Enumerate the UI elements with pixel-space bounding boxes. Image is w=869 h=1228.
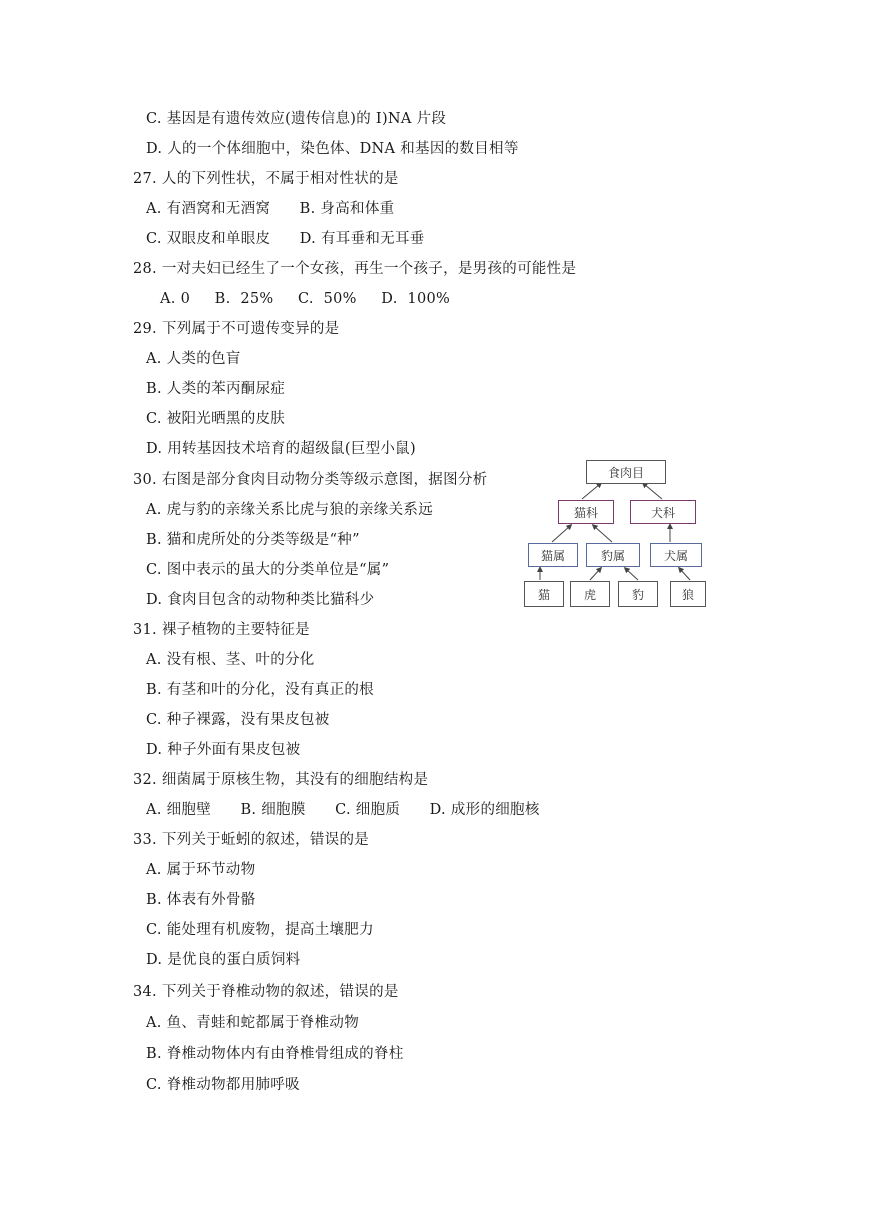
question-29-option-b: B. 人类的苯丙酮尿症 — [146, 381, 286, 397]
family-cat-box: 猫科 — [558, 500, 614, 524]
option-d-gene: D. 人的一个体细胞中，染色体、DNA 和基因的数目相等 — [146, 141, 519, 157]
question-29-option-a: A. 人类的色盲 — [146, 351, 241, 367]
question-31: 31. 裸子植物的主要特征是 — [133, 622, 310, 638]
question-30: 30. 右图是部分食肉目动物分类等级示意图，据图分析 — [133, 472, 488, 488]
question-27-options-cd: C. 双眼皮和单眼皮 D. 有耳垂和无耳垂 — [146, 231, 425, 247]
question-31-option-c: C. 种子裸露，没有果皮包被 — [146, 712, 330, 728]
question-32-options: A. 细胞壁 B. 细胞膜 C. 细胞质 D. 成形的细胞核 — [146, 802, 540, 818]
question-31-option-a: A. 没有根、茎、叶的分化 — [146, 652, 315, 668]
arrow-dogfamily-to-order — [644, 484, 662, 499]
arrow-tiger-to-leopardgenus — [590, 569, 600, 580]
question-33-option-d: D. 是优良的蛋白质饲料 — [146, 952, 301, 968]
question-27-options-ab: A. 有酒窝和无酒窝 B. 身高和体重 — [146, 201, 395, 217]
question-30-option-b: B. 猫和虎所处的分类等级是“种” — [146, 532, 360, 548]
question-28-options: A. 0 B. 25% C. 50% D. 100% — [160, 291, 451, 307]
question-33-option-a: A. 属于环节动物 — [146, 862, 256, 878]
option-c-gene: C. 基因是有遗传效应(遗传信息)的 I)NA 片段 — [146, 111, 447, 127]
question-31-option-b: B. 有茎和叶的分化，没有真正的根 — [146, 682, 374, 698]
family-dog-box: 犬科 — [630, 500, 696, 524]
question-34-option-b: B. 脊椎动物体内有由脊椎骨组成的脊柱 — [146, 1046, 404, 1062]
question-33: 33. 下列关于蚯蚓的叙述，错误的是 — [133, 832, 370, 848]
question-29-option-d: D. 用转基因技术培育的超级鼠(巨型小鼠) — [146, 441, 416, 457]
question-29-option-c: C. 被阳光晒黑的皮肤 — [146, 411, 286, 427]
question-30-option-d: D. 食肉目包含的动物种类比猫科少 — [146, 592, 375, 608]
question-31-option-d: D. 种子外面有果皮包被 — [146, 742, 301, 758]
species-cat-box: 猫 — [524, 581, 564, 607]
arrow-catgenus-to-catfamily — [552, 526, 570, 542]
question-30-option-a: A. 虎与豹的亲缘关系比虎与狼的亲缘关系远 — [146, 502, 433, 518]
species-leopard-box: 豹 — [618, 581, 658, 607]
arrow-catfamily-to-order — [582, 484, 600, 499]
genus-cat-box: 猫属 — [528, 543, 578, 567]
question-28: 28. 一对夫妇已经生了一个女孩，再生一个孩子，是男孩的可能性是 — [133, 261, 577, 277]
question-34-option-c: C. 脊椎动物都用肺呼吸 — [146, 1077, 300, 1093]
question-33-option-c: C. 能处理有机废物，提高土壤肥力 — [146, 922, 374, 938]
classification-diagram — [520, 455, 720, 615]
arrow-wolf-to-doggenus — [680, 569, 690, 580]
question-34-option-a: A. 鱼、青蛙和蛇都属于脊椎动物 — [146, 1015, 359, 1031]
order-box: 食肉目 — [586, 460, 666, 484]
question-34: 34. 下列关于脊椎动物的叙述，错误的是 — [133, 984, 399, 1000]
question-33-option-b: B. 体表有外骨骼 — [146, 892, 256, 908]
question-30-option-c: C. 图中表示的虽大的分类单位是“属” — [146, 562, 390, 578]
arrow-leopardgenus-to-catfamily — [594, 526, 612, 542]
species-wolf-box: 狼 — [670, 581, 706, 607]
question-27: 27. 人的下列性状，不属于相对性状的是 — [133, 171, 399, 187]
arrow-leopard-to-leopardgenus — [626, 569, 638, 580]
question-29: 29. 下列属于不可遗传变异的是 — [133, 321, 340, 337]
question-32: 32. 细菌属于原核生物，其没有的细胞结构是 — [133, 772, 429, 788]
species-tiger-box: 虎 — [570, 581, 610, 607]
genus-leopard-box: 豹属 — [586, 543, 640, 567]
genus-dog-box: 犬属 — [650, 543, 702, 567]
